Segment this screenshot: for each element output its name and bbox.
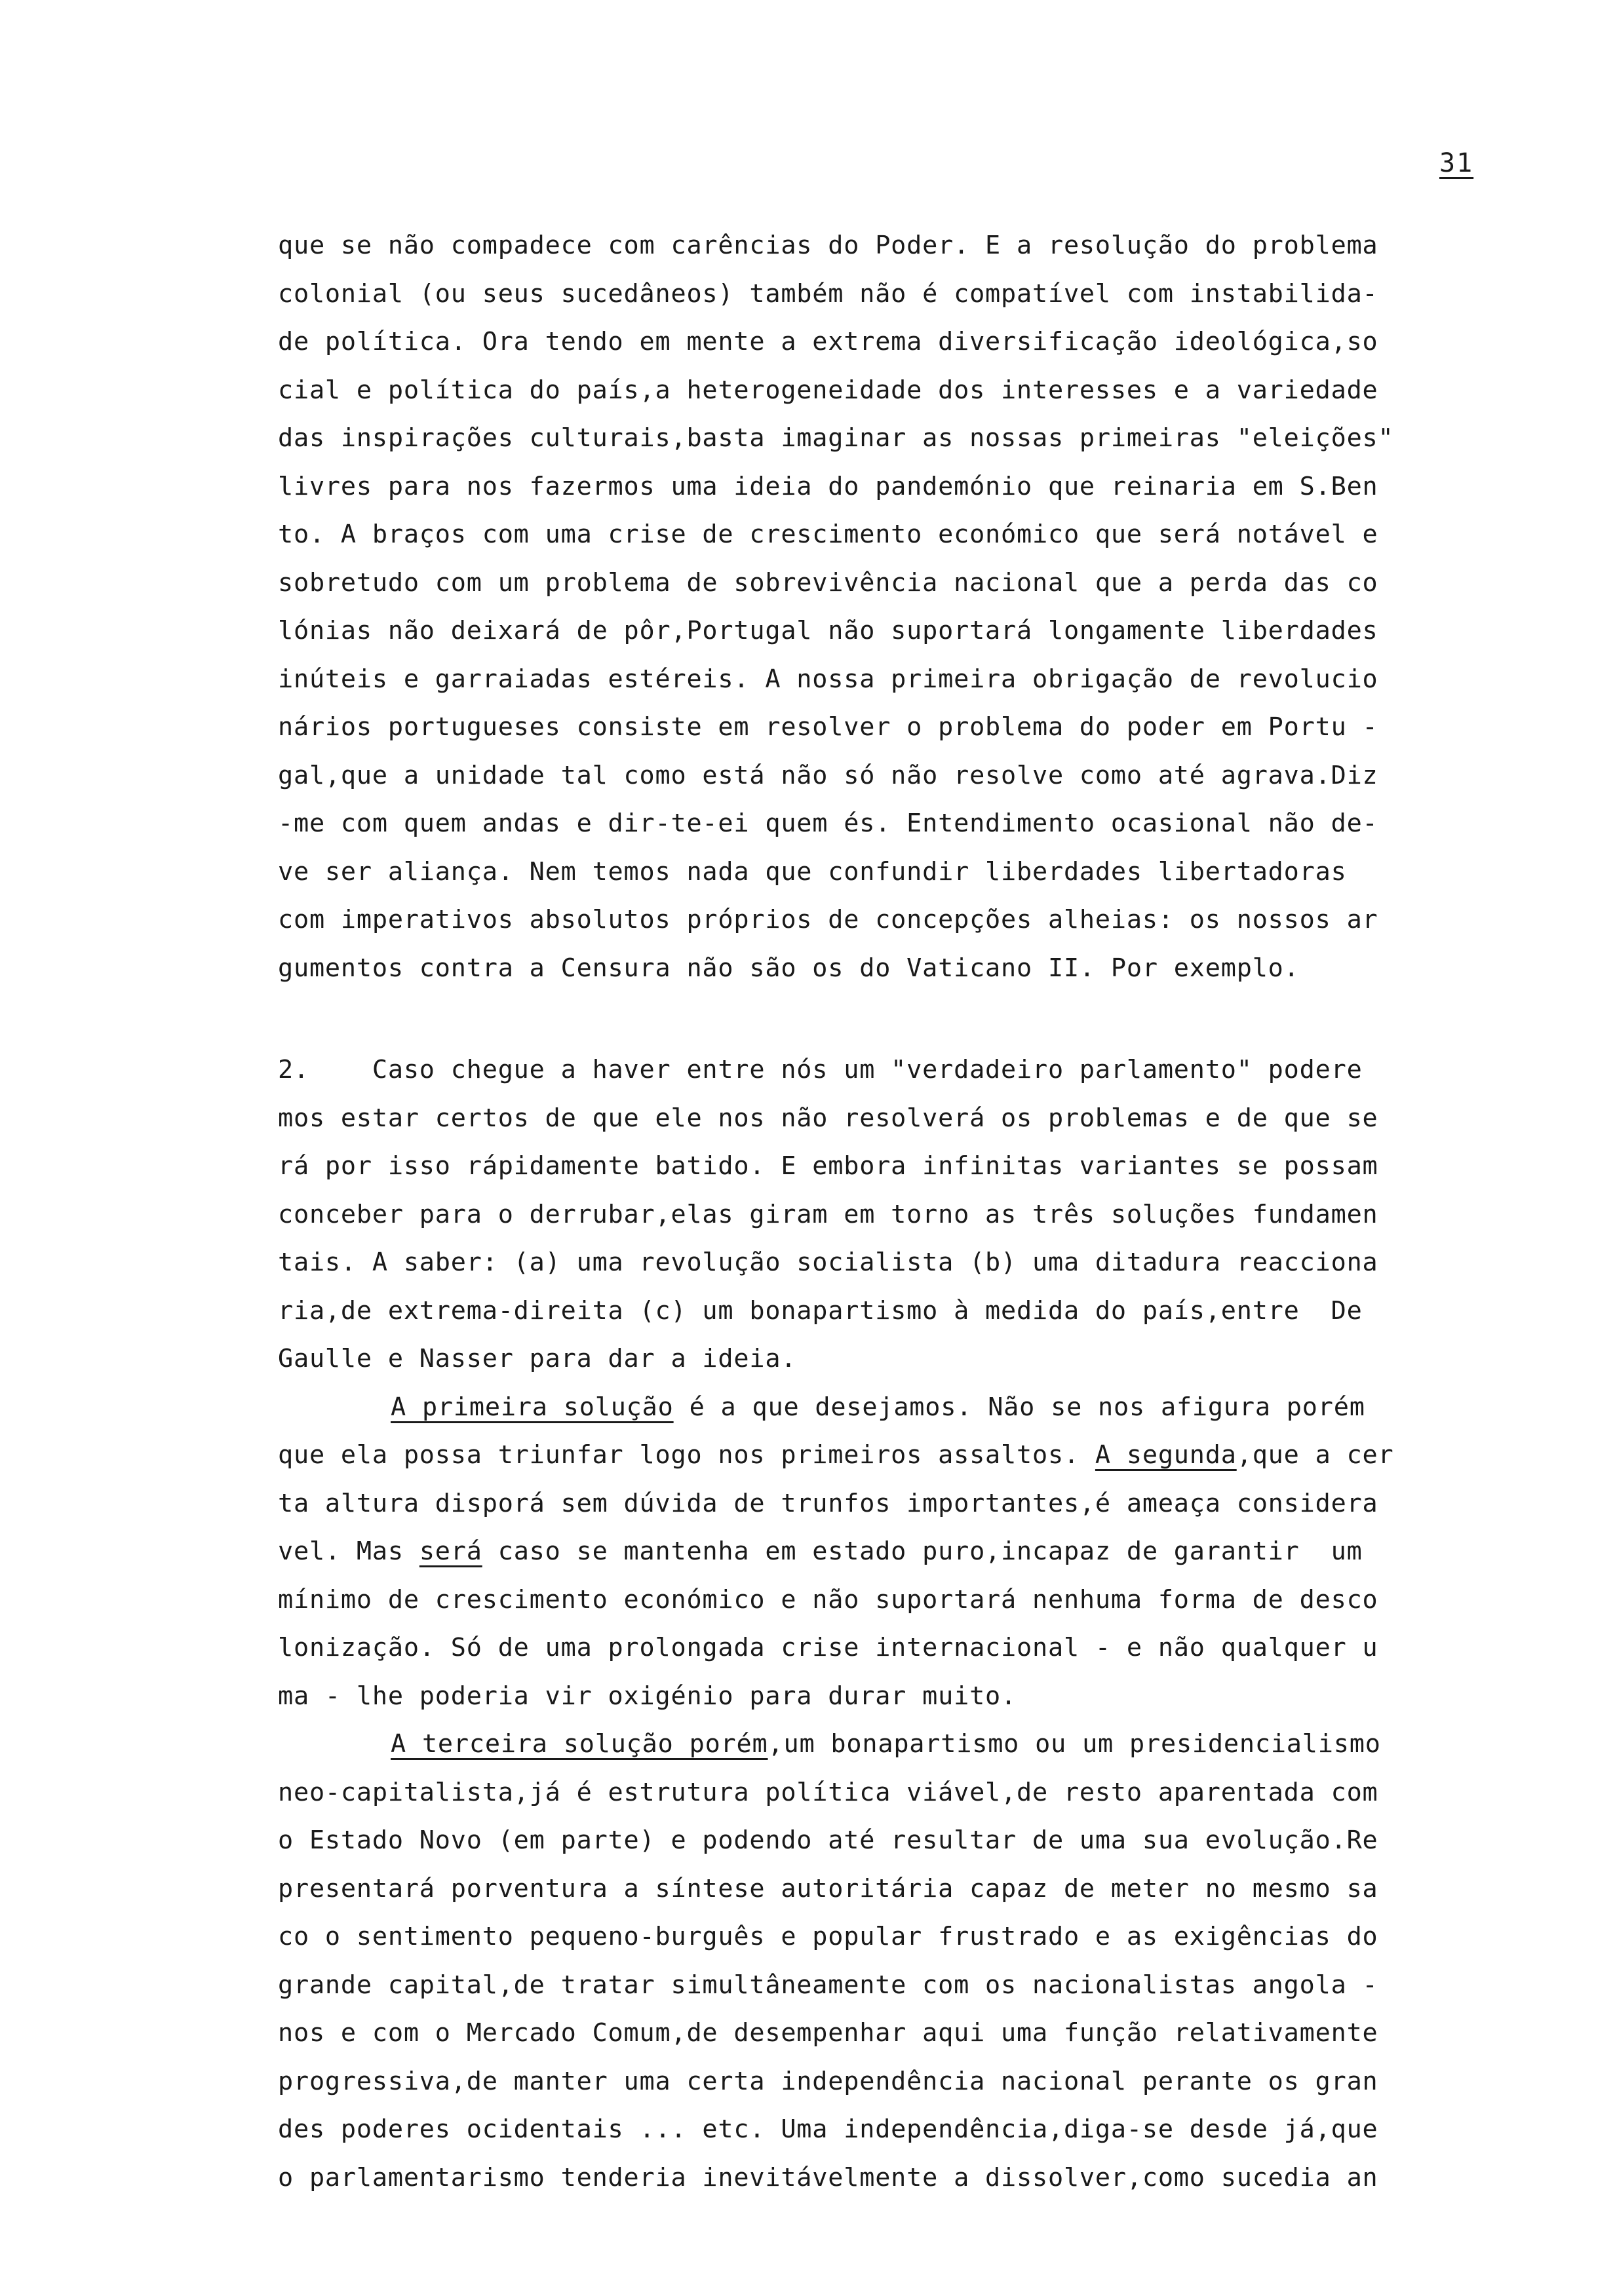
text-span: caso se mantenha em estado puro,incapaz de garantir um	[482, 1537, 1363, 1566]
text-line: mos estar certos de que ele nos não resolverá os problemas e de que se	[278, 1103, 1378, 1133]
text-line: co o sentimento pequeno-burguês e popular frustrado e as exigências do	[278, 1922, 1378, 1951]
text-span: ,que a cer	[1236, 1440, 1394, 1470]
text-line: gal,que a unidade tal como está não só não resolve como até agrava.Diz	[278, 761, 1378, 790]
underlined-phrase: A terceira solução porém	[391, 1729, 768, 1759]
text-line: cial e política do país,a heterogeneidade dos interesses e a variedade	[278, 375, 1378, 405]
text-line: rá por isso rápidamente batido. E embora infinitas variantes se possam	[278, 1151, 1378, 1181]
underlined-phrase: A primeira solução	[391, 1392, 674, 1422]
text-line: -me com quem andas e dir-te-ei quem és. Entendimento ocasional não de-	[278, 809, 1378, 838]
text-line: des poderes ocidentais ... etc. Uma independência,diga-se desde já,que	[278, 2114, 1378, 2144]
text-line: progressiva,de manter uma certa independência nacional perante os gran	[278, 2067, 1378, 2096]
text-line: 2. Caso chegue a haver entre nós um "verdadeiro parlamento" podere	[278, 1055, 1363, 1084]
text-line: lónias não deixará de pôr,Portugal não suportará longamente liberdades	[278, 616, 1378, 645]
text-line: livres para nos fazermos uma ideia do pandemónio que reinaria em S.Ben	[278, 472, 1378, 501]
text-span: é a que desejamos. Não se nos afigura porém	[673, 1392, 1365, 1422]
text-line: ve ser aliança. Nem temos nada que confundir liberdades libertadoras	[278, 857, 1347, 887]
text-line: inúteis e garraiadas estéreis. A nossa primeira obrigação de revolucio	[278, 664, 1378, 694]
text-line: to. A braços com uma crise de crescimento económico que será notável e	[278, 520, 1378, 549]
text-line: conceber para o derrubar,elas giram em torno as três soluções fundamen	[278, 1200, 1378, 1229]
text-line: presentará porventura a síntese autoritária capaz de meter no mesmo sa	[278, 1874, 1378, 1904]
text-line: colonial (ou seus sucedâneos) também não é compatível com instabilida-	[278, 279, 1378, 309]
text-span: vel. Mas	[278, 1537, 419, 1566]
text-line: tais. A saber: (a) uma revolução socialista (b) uma ditadura reacciona	[278, 1248, 1378, 1277]
text-line: nários portugueses consiste em resolver o problema do poder em Portu -	[278, 712, 1378, 742]
text-line: sobretudo com um problema de sobrevivência nacional que a perda das co	[278, 568, 1378, 598]
text-line: Gaulle e Nasser para dar a ideia.	[278, 1344, 797, 1373]
text-line: o Estado Novo (em parte) e podendo até resultar de uma sua evolução.Re	[278, 1826, 1378, 1855]
text-line: ria,de extrema-direita (c) um bonapartismo à medida do país,entre De	[278, 1296, 1363, 1326]
text-line: o parlamentarismo tenderia inevitávelmente a dissolver,como sucedia an	[278, 2163, 1378, 2192]
page-number: 31	[1439, 148, 1474, 178]
text-span: que ela possa triunfar logo nos primeiros assaltos.	[278, 1440, 1095, 1470]
text-span: ,um bonapartismo ou um presidencialismo	[768, 1729, 1381, 1759]
text-line: de política. Ora tendo em mente a extrema diversificação ideológica,so	[278, 327, 1378, 356]
text-line: com imperativos absolutos próprios de concepções alheias: os nossos ar	[278, 905, 1378, 934]
text-line: gumentos contra a Censura não são os do Vaticano II. Por exemplo.	[278, 953, 1300, 983]
text-line: lonização. Só de uma prolongada crise internacional - e não qualquer u	[278, 1633, 1378, 1662]
text-line: nos e com o Mercado Comum,de desempenhar aqui uma função relativamente	[278, 2018, 1378, 2048]
text-line	[391, 1729, 1381, 1759]
underlined-phrase: A segunda	[1095, 1440, 1237, 1470]
text-line: ma - lhe poderia vir oxigénio para durar muito.	[278, 1681, 1017, 1711]
underlined-phrase: será	[419, 1537, 482, 1566]
text-line: neo-capitalista,já é estrutura política viável,de resto aparentada com	[278, 1778, 1378, 1807]
text-line: mínimo de crescimento económico e não suportará nenhuma forma de desco	[278, 1585, 1378, 1615]
text-line	[278, 1440, 1394, 1470]
text-line: das inspirações culturais,basta imaginar as nossas primeiras "eleições"	[278, 423, 1394, 453]
text-line: ta altura disporá sem dúvida de trunfos importantes,é ameaça considera	[278, 1489, 1378, 1518]
text-line: que se não compadece com carências do Poder. E a resolução do problema	[278, 231, 1378, 260]
text-line: grande capital,de tratar simultâneamente com os nacionalistas angola -	[278, 1970, 1378, 2000]
text-line	[278, 1539, 1363, 1565]
text-line	[391, 1392, 1365, 1422]
